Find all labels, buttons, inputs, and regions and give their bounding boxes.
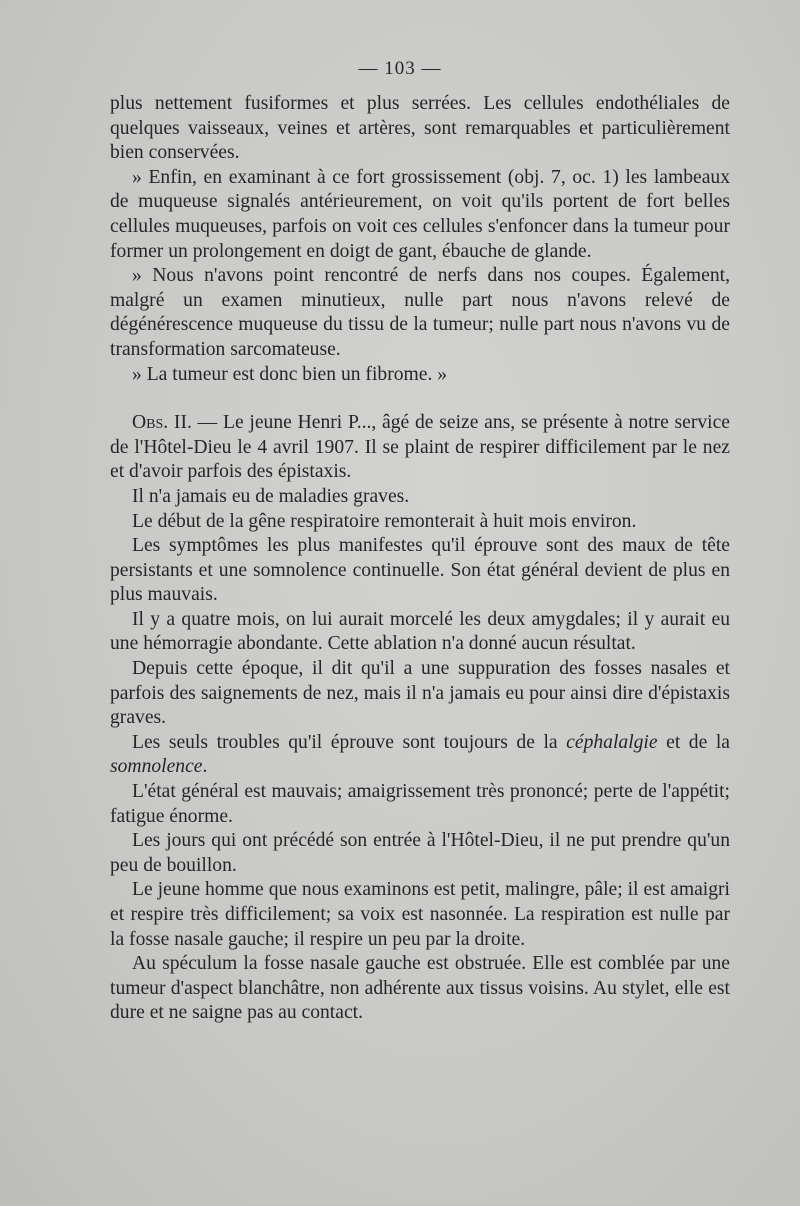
paragraph-7: Le début de la gêne respiratoire remonterait à huit mois environ. [132, 510, 637, 532]
observation-text: — Le jeune Henri P..., âgé de seize ans, se présente à notre service de l'Hôtel-Dieu le 4 avril 1907. Il se plaint de respirer difficilement par le nez et d'avoir parfois des épistaxis. [110, 412, 731, 483]
emphasis-somnolence: somnolence [110, 756, 203, 778]
section-gap [110, 387, 730, 411]
observation-label: Obs. II. [132, 412, 192, 434]
paragraph-3: » Nous n'avons point rencontré de nerfs dans nos coupes. Également, malgré un examen minutieux, nulle part nous n'avons relevé de dégénérescence muqueuse du tissu de la tumeur; nulle part nous n'avons vu de transformation sarcomateuse. [110, 265, 730, 360]
paragraph-1: plus nettement fusiformes et plus serrées. Les cellules endothéliales de quelques vaisseaux, veines et artères, sont remarquables et particulièrement bien conservées. [110, 93, 730, 164]
paragraph-12: L'état général est mauvais; amaigrissement très prononcé; perte de l'appétit; fatigue énorme. [110, 781, 730, 827]
emphasis-cephalalgie: céphalalgie [566, 731, 658, 753]
text-part-a: Les seuls troubles qu'il éprouve sont toujours de la [132, 731, 567, 753]
paragraph-14: Le jeune homme que nous examinons est petit, malingre, pâle; il est amaigri et respire très difficilement; sa voix est nasonnée. La respiration est nulle par la fosse nasale gauche; il respire un peu par la droite. [110, 879, 730, 950]
text-part-c: . [202, 756, 208, 778]
paragraph-4: » La tumeur est donc bien un fibrome. » [132, 363, 448, 385]
paragraph-15: Au spéculum la fosse nasale gauche est obstruée. Elle est comblée par une tumeur d'aspect blanchâtre, non adhérente aux tissus voisins. Au stylet, elle est dure et ne saigne pas au contact. [110, 953, 730, 1024]
paragraph-9: Il y a quatre mois, on lui aurait morcelé les deux amygdales; il y aurait eu une hémorragie abondante. Cette ablation n'a donné aucun résultat. [110, 608, 730, 655]
paragraph-2: » Enfin, en examinant à ce fort grossissement (obj. 7, oc. 1) les lambeaux de muqueuse signalés antérieurement, on voit qu'ils portent de fort belles cellules muqueuses, parfois on voit ces cellules s'enfoncer dans la tumeur pour former un prolongement en doigt de gant, ébauche de glande. [110, 166, 730, 262]
paragraph-11 [110, 731, 730, 780]
text-part-b: et de la [657, 731, 730, 753]
page-number: — 103 — [358, 58, 442, 79]
paragraph-13: Les jours qui ont précédé son entrée à l'Hôtel-Dieu, il ne put prendre qu'un peu de bouillon. [110, 830, 730, 876]
body-text [110, 92, 730, 1026]
paragraph-8: Les symptômes les plus manifestes qu'il éprouve sont des maux de tête persistants et une somnolence continuelle. Son état général devient de plus en plus mauvais. [110, 535, 730, 606]
paragraph-10: Depuis cette époque, il dit qu'il a une suppuration des fosses nasales et parfois des saignements de nez, mais il n'a jamais eu pour ainsi dire d'épistaxis graves. [110, 658, 730, 729]
paragraph-6: Il n'a jamais eu de maladies graves. [132, 485, 410, 507]
observation-heading-paragraph [110, 411, 730, 485]
